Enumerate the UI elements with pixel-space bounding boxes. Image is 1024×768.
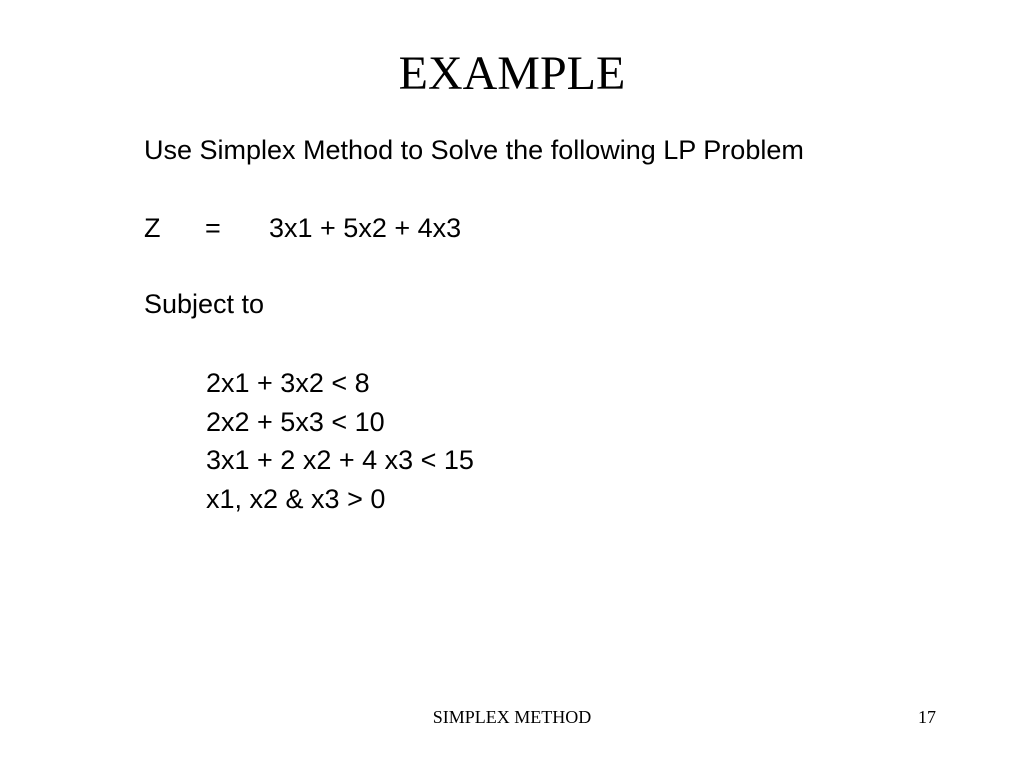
page-number: 17 (918, 707, 936, 727)
subject-to-label: Subject to (144, 289, 265, 319)
constraint-list (206, 364, 474, 518)
objective-expression: 3x1 + 5x2 + 4x3 (269, 213, 462, 243)
objective-equals-sign: = (205, 213, 221, 243)
objective-variable: Z (144, 213, 161, 243)
problem-statement: Use Simplex Method to Solve the following LP Problem (144, 135, 804, 165)
constraint-1: 2x1 + 3x2 < 8 (206, 368, 370, 398)
slide-title: EXAMPLE (398, 47, 626, 100)
constraint-2: 2x2 + 5x3 < 10 (206, 406, 385, 437)
non-negativity-constraint: x1, x2 & x3 > 0 (206, 483, 386, 514)
constraint-3: 3x1 + 2 x2 + 4 x3 < 15 (206, 445, 474, 475)
footer-title: SIMPLEX METHOD (432, 707, 592, 727)
